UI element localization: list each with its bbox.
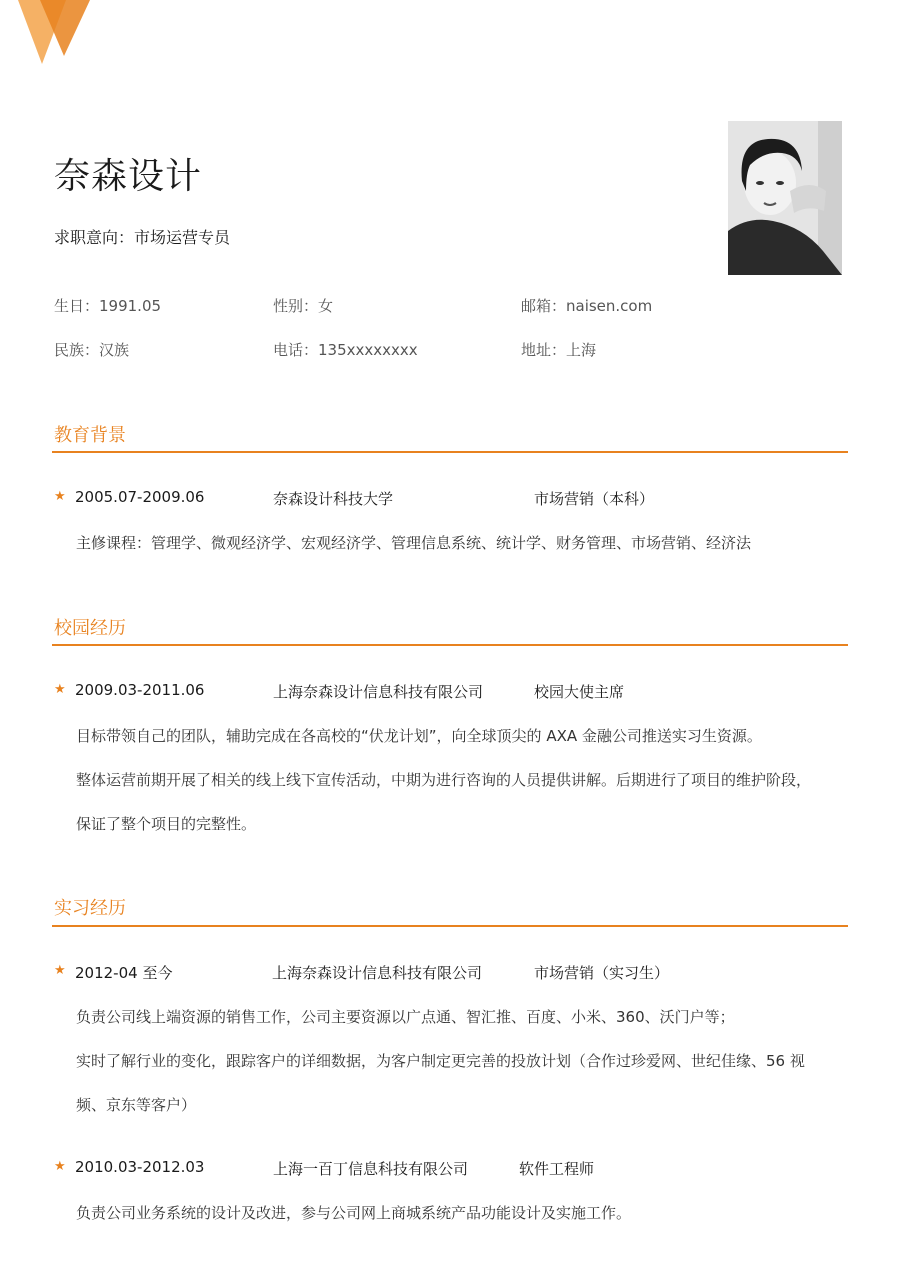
entry-org: 上海奈森设计信息科技有限公司 xyxy=(273,683,484,701)
entry-org: 上海一百丁信息科技有限公司 xyxy=(273,1160,469,1178)
entry-description: 整体运营前期开展了相关的线上线下宣传活动，中期为进行咨询的人员提供讲解。后期进行了项目的维护阶段， xyxy=(76,771,812,789)
section-title-internship: 实习经历 xyxy=(54,898,126,919)
section-divider xyxy=(52,451,848,453)
entry-description: 负责公司线上端资源的销售工作，公司主要资源以广点通、智汇推、百度、小米、360、沃门户等； xyxy=(76,1008,735,1026)
section-divider xyxy=(52,644,848,646)
info-gender: 性别：女 xyxy=(273,297,334,315)
entry-date: 2012-04 至今 xyxy=(75,964,173,982)
entry-description: 主修课程：管理学、微观经济学、宏观经济学、管理信息系统、统计学、财务管理、市场营销、经济法 xyxy=(76,534,752,552)
section-divider xyxy=(52,925,848,927)
entry-role: 软件工程师 xyxy=(519,1160,595,1178)
entry-date: 2010.03-2012.03 xyxy=(75,1158,205,1176)
star-icon: ★ xyxy=(54,1159,66,1174)
entry-description: 保证了整个项目的完整性。 xyxy=(76,815,257,833)
entry-description: 目标带领自己的团队，辅助完成在各高校的“伏龙计划”，向全球顶尖的 AXA 金融公司推送实习生资源。 xyxy=(76,727,762,745)
section-title-campus: 校园经历 xyxy=(54,618,126,639)
info-email: 邮箱：naisen.com xyxy=(521,297,653,315)
entry-date: 2009.03-2011.06 xyxy=(75,681,205,699)
candidate-name: 奈森设计 xyxy=(54,156,203,197)
entry-org: 上海奈森设计信息科技有限公司 xyxy=(272,964,483,982)
star-icon: ★ xyxy=(54,682,66,697)
entry-date: 2005.07-2009.06 xyxy=(75,488,205,506)
job-objective: 求职意向：市场运营专员 xyxy=(54,228,231,247)
info-birth: 生日：1991.05 xyxy=(54,297,162,315)
entry-role: 校园大使主席 xyxy=(534,683,625,701)
section-title-education: 教育背景 xyxy=(54,425,126,446)
portrait-photo-icon xyxy=(728,121,842,275)
entry-description: 频、京东等客户） xyxy=(76,1096,197,1114)
corner-logo-icon xyxy=(14,0,94,70)
star-icon: ★ xyxy=(54,489,66,504)
entry-role: 市场营销（实习生） xyxy=(534,964,670,982)
info-address: 地址：上海 xyxy=(521,341,597,359)
entry-role: 市场营销（本科） xyxy=(534,490,655,508)
entry-org: 奈森设计科技大学 xyxy=(273,490,394,508)
info-phone: 电话：135xxxxxxxx xyxy=(273,341,418,359)
entry-description: 负责公司业务系统的设计及改进，参与公司网上商城系统产品功能设计及实施工作。 xyxy=(76,1204,632,1222)
info-ethnicity: 民族：汉族 xyxy=(54,341,130,359)
entry-description: 实时了解行业的变化，跟踪客户的详细数据，为客户制定更完善的投放计划（合作过珍爱网、世纪佳缘、56 视 xyxy=(76,1052,805,1070)
star-icon: ★ xyxy=(54,963,66,978)
portrait-photo xyxy=(728,121,842,275)
